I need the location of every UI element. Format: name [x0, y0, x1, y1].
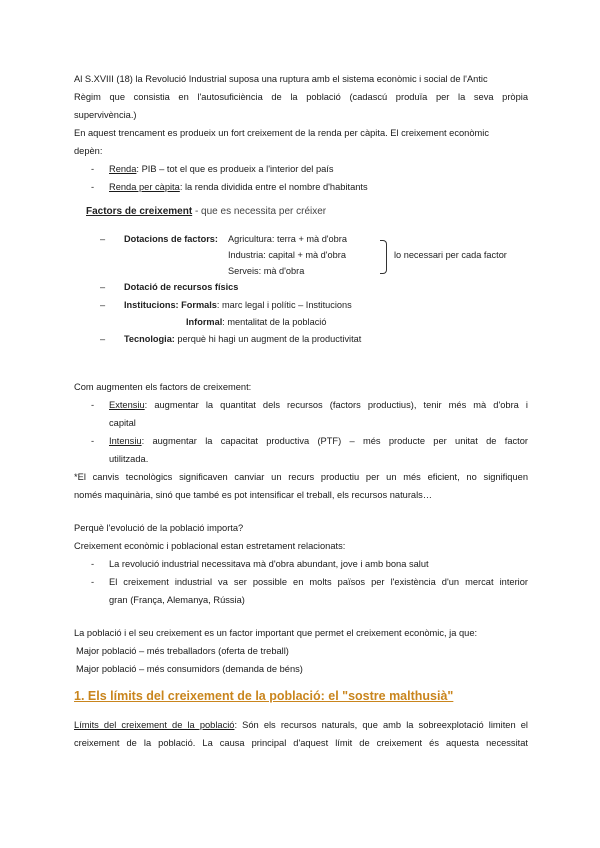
factors-title: Factors de creixement - que es necessita per créixer	[86, 206, 327, 217]
list-item-poblacio-2: - El creixement industrial va ser possible en molts països per l'existència d'un mercat interior	[91, 573, 528, 591]
dotacio-fisics: Dotació de recursos físics	[124, 282, 239, 292]
term-limits: Límits del creixement de la població	[74, 720, 235, 730]
poblacio-related: Creixement econòmic i poblacional estan estretament relacionats:	[74, 541, 346, 551]
dash-4: –	[100, 334, 106, 344]
dotacions-industria: Industria: capital + mà d'obra	[228, 250, 346, 260]
term-renda: Renda	[109, 164, 137, 174]
tecnologia-line: Tecnologia: perquè hi hagi un augment de la productivitat	[124, 334, 362, 344]
informal-line: Informal: mentalitat de la població	[186, 317, 327, 327]
list-item-renda	[91, 160, 528, 178]
list-item-intensiu	[91, 432, 528, 450]
def-renda-capita: : la renda dividida entre el nombre d'habitants	[179, 182, 368, 192]
poblacio-more-2: Major població – més consumidors (demanda de béns)	[76, 664, 303, 674]
term-renda-capita: Renda per càpita	[109, 182, 180, 192]
note-line-2: només maquinària, sinó que també es pot intensificar el treball, els recursos naturals…	[74, 490, 433, 500]
intro-line-2: Règim que consistia en l'autosuficiència de la població (cadascú produïa per la seva pròpia	[74, 92, 528, 102]
institucions-line: Institucions: Formals: marc legal i polític – Institucions	[124, 300, 352, 310]
bullet-dash: -	[91, 436, 95, 446]
bullet-dash: -	[91, 164, 95, 174]
augment-intro: Com augmenten els factors de creixement:	[74, 382, 252, 392]
dotacions-serveis: Serveis: mà d'obra	[228, 266, 305, 276]
dotacions-agricultura: Agricultura: terra + mà d'obra	[228, 234, 347, 244]
intro-line-3: supervivència.)	[74, 110, 137, 120]
intro-line-5: depèn:	[74, 146, 103, 156]
bullet-dash: -	[91, 559, 95, 569]
term-intensiu: Intensiu	[109, 436, 142, 446]
list-item-intensiu-cont: utilitzada.	[109, 454, 149, 464]
dash-3: –	[100, 300, 106, 310]
note-line-1: *El canvis tecnològics significaven canviar un recurs productiu per un més eficient, no signifiquen	[74, 472, 528, 482]
brace	[380, 240, 387, 274]
section1-line-2: creixement de la població. La causa principal d'aquest límit de creixement és aquesta necessitat	[74, 738, 528, 748]
def-intensiu: : augmentar la capacitat productiva (PTF) – més producte per unitat de factor	[141, 436, 528, 446]
list-item-renda-capita	[91, 178, 528, 196]
list-item-extensiu	[91, 396, 528, 414]
list-item-extensiu-cont: capital	[109, 418, 136, 428]
section1-line-1: Límits del creixement de la població: Són els recursos naturals, que amb la sobreexplotació limiten el	[74, 720, 529, 730]
bullet-dash: -	[91, 400, 95, 410]
poblacio-question: Perquè l'evolució de la població importa?	[74, 523, 244, 533]
bullet-dash: -	[91, 182, 95, 192]
list-item-poblacio-1: - La revolució industrial necessitava mà d'obra abundant, jove i amb bona salut	[91, 555, 528, 573]
dash-1: –	[100, 234, 106, 244]
section-heading: 1. Els límits del creixement de la població: el "sostre malthusià"	[74, 689, 454, 703]
factors-image	[78, 200, 538, 352]
dash-2: –	[100, 282, 106, 292]
intro-line-4: En aquest trencament es produeix un fort creixement de la renda per càpita. El creixement econòmic	[74, 128, 489, 138]
intro-line-1: Al S.XVIII (18) la Revolució Industrial suposa una ruptura amb el sistema econòmic i social de l'Antic	[74, 74, 488, 84]
dotacions-label: Dotacions de factors:	[124, 234, 218, 244]
term-extensiu: Extensiu	[109, 400, 145, 410]
poblacio-factor: La població i el seu creixement es un factor important que permet el creixement econòmic, ja que:	[74, 628, 478, 638]
poblacio-more-1: Major població – més treballadors (oferta de treball)	[76, 646, 289, 656]
brace-note: lo necessari per cada factor	[394, 250, 507, 260]
def-renda: : PIB – tot el que es produeix a l'interior del país	[136, 164, 334, 174]
list-item-poblacio-2-cont: gran (França, Alemanya, Rússia)	[109, 595, 245, 605]
bullet-dash: -	[91, 577, 95, 587]
def-extensiu: : augmentar la quantitat dels recursos (factors productius), tenir més mà d'obra i	[144, 400, 528, 410]
